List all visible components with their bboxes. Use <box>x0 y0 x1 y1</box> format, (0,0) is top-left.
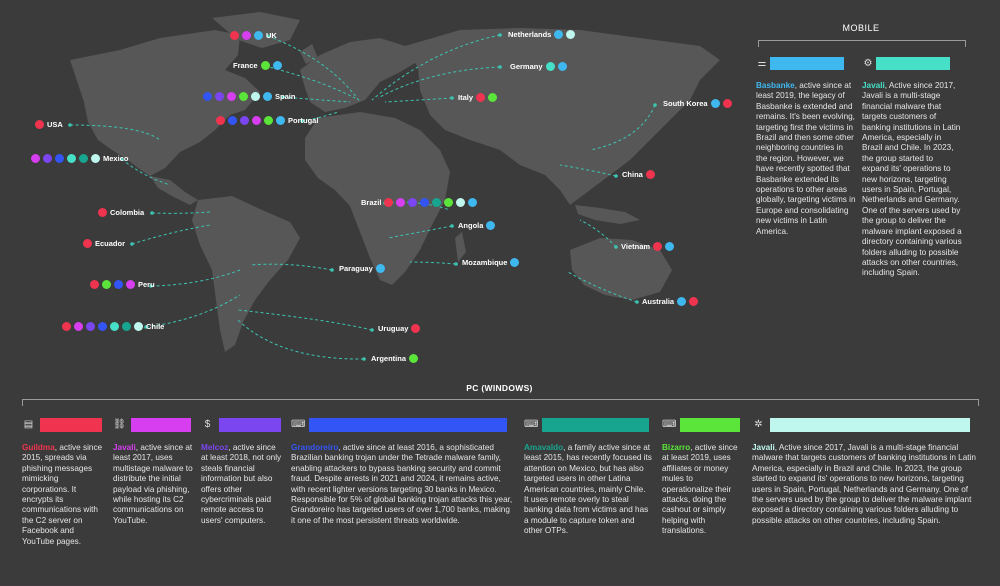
mobile-basbanke-column <box>756 57 856 237</box>
mobile-bracket <box>758 40 966 47</box>
malware-dot-javali <box>396 198 405 207</box>
country-label: UK <box>266 31 277 40</box>
malware-dot-melcoz <box>86 322 95 331</box>
javali-light-color-bar <box>770 418 970 432</box>
country-label: Brazil <box>361 198 382 207</box>
malware-dot-grandoreiro <box>420 198 429 207</box>
malware-dot-amavaldo <box>122 322 131 331</box>
pc-item-guildma <box>22 418 106 547</box>
pc-item-grandoreiro <box>291 418 513 526</box>
malware-dot-guildma <box>723 99 732 108</box>
country-label: Portugal <box>288 116 319 125</box>
pc-item-melcoz <box>201 418 283 526</box>
malware-dot-basbanke <box>273 61 282 70</box>
malware-dot-basbanke <box>468 198 477 207</box>
country-vietnam <box>621 242 674 251</box>
country-uruguay <box>378 324 420 333</box>
country-label: Mozambique <box>462 258 508 267</box>
country-label: Netherlands <box>508 30 552 39</box>
country-chile <box>62 322 164 331</box>
malware-dot-javali-mobile <box>546 62 555 71</box>
malware-dot-melcoz <box>240 116 249 125</box>
malware-dot-amavaldo <box>432 198 441 207</box>
basbanke-color-bar <box>770 57 844 70</box>
country-ecuador <box>83 239 125 248</box>
sliders-icon: ⚌ <box>757 58 767 69</box>
malware-dot-basbanke <box>558 62 567 71</box>
pc-item-amavaldo <box>524 418 652 537</box>
pc-item-name: Melcoz <box>201 443 229 452</box>
pc-section-title: PC (WINDOWS) <box>466 383 533 393</box>
country-germany <box>510 62 567 71</box>
pc-bracket <box>22 399 979 406</box>
country-france <box>233 61 282 70</box>
malware-dot-bizarro <box>444 198 453 207</box>
malware-dot-guildma <box>35 120 44 129</box>
pc-item-javali <box>113 418 195 526</box>
malware-dot-grandoreiro <box>114 280 123 289</box>
malware-dot-guildma <box>216 116 225 125</box>
country-label: Australia <box>642 297 675 306</box>
malware-dot-guildma <box>646 170 655 179</box>
country-label: South Korea <box>663 99 708 108</box>
country-label: Vietnam <box>621 242 651 251</box>
country-mozambique <box>462 258 519 267</box>
mobile-javali-column <box>862 57 962 279</box>
country-label: Colombia <box>110 208 145 217</box>
malware-dot-javali-light <box>134 322 143 331</box>
grandoreiro-color-bar <box>309 418 507 432</box>
guildma-color-bar <box>40 418 102 432</box>
malware-dot-basbanke <box>665 242 674 251</box>
malware-dot-guildma <box>83 239 92 248</box>
malware-dot-guildma <box>98 208 107 217</box>
country-brazil <box>361 198 477 207</box>
malware-dot-basbanke <box>554 30 563 39</box>
country-label: Germany <box>510 62 543 71</box>
malware-dot-javali <box>227 92 236 101</box>
country-label: Italy <box>458 93 474 102</box>
malware-dot-grandoreiro <box>98 322 107 331</box>
country-angola <box>458 221 495 230</box>
country-netherlands <box>508 30 575 39</box>
pc-item-text: , active since at least 2017, uses multistage malware to distribute the initial payload via phishing, while hosting its C2 communications on YouTube. <box>113 443 193 525</box>
malware-dot-guildma <box>653 242 662 251</box>
pc-item-name: Amavaldo <box>524 443 564 452</box>
pc-item-text: , a family active since at least 2015, has recently focused its attention on Mexico, but has also targeted users in other Latina American countries, mainly Chile. It uses remote overly to steal banking data from victims and has a module to capture token and other OTPs. <box>524 443 652 536</box>
www-icon: ⌨ <box>662 419 677 430</box>
country-peru <box>90 280 155 289</box>
pc-item-name: Guildma <box>22 443 55 452</box>
malware-dot-guildma <box>411 324 420 333</box>
country-usa <box>35 120 63 129</box>
malware-dot-javali <box>31 154 40 163</box>
pc-item-javali-light <box>752 418 977 526</box>
malware-dot-basbanke <box>486 221 495 230</box>
country-label: Mexico <box>103 154 129 163</box>
android-icon: ⚙ <box>863 58 873 69</box>
javali-mobile-color-bar <box>876 57 950 70</box>
country-uk <box>230 31 277 40</box>
country-australia <box>642 297 698 306</box>
country-colombia <box>98 208 144 217</box>
malware-dot-basbanke <box>376 264 385 273</box>
country-south-korea <box>663 99 732 108</box>
country-label: Argentina <box>371 354 407 363</box>
malware-dot-bizarro <box>264 116 273 125</box>
pc-item-text: , active since at least 2016, a sophisticated Brazilian banking trojan under the Tetrade malware family, enabling attackers to bypass banking security and commit fraud. Despite arrests in 2021 and 2024, it remains active, with recent lighter versions targeting 30 banks in Mexico. Responsible for 5% of global banking trojan attacks this year, Grandoreiro has targeted users of over 1,700 banks, making it one of the most persistent threats worldwide. <box>291 443 513 525</box>
malware-dot-javali-mobile <box>67 154 76 163</box>
malware-dot-melcoz <box>43 154 52 163</box>
malware-dot-guildma <box>476 93 485 102</box>
pc-item-text: , Active since 2017, Javali is a multi-stage financial malware that targets customers of banking institutions in Latin America, especially in Brazil and Chile. In 2023, the group started to expand its' operations to new horizons, targeting users in Spain, Portugal, Netherlands and Germany. One of the servers used by the group to deliver the malware implant exposed a directory containing various folders alluding to possible attacks on other countries, including Spain. <box>752 443 976 525</box>
malware-dot-javali <box>126 280 135 289</box>
document-icon: ▤ <box>23 419 34 430</box>
malware-dot-basbanke <box>510 258 519 267</box>
country-argentina <box>371 354 418 363</box>
country-label: Angola <box>458 221 484 230</box>
malware-dot-grandoreiro <box>55 154 64 163</box>
country-label: USA <box>47 120 63 129</box>
malware-dot-javali <box>242 31 251 40</box>
country-label: Peru <box>138 280 155 289</box>
pc-item-text: , active since 2015, spreads via phishing messages mimicking corporations. It encrypts its communications with the C2 server on Facebook and YouTube pages. <box>22 443 103 546</box>
country-spain <box>203 92 295 101</box>
malware-dot-javali-light <box>91 154 100 163</box>
country-portugal <box>216 116 318 125</box>
country-china <box>622 170 655 179</box>
malware-dot-melcoz <box>408 198 417 207</box>
country-label: China <box>622 170 643 179</box>
amavaldo-color-bar <box>542 418 649 432</box>
country-label: France <box>233 61 258 70</box>
mobile-section-title: MOBILE <box>842 23 880 33</box>
malware-dot-grandoreiro <box>203 92 212 101</box>
continents <box>70 12 720 352</box>
malware-dot-basbanke <box>276 116 285 125</box>
pc-item-text: , active since at least 2018, not only steals financial information but also offers other cybercriminals paid remote access to users' computers. <box>201 443 282 525</box>
javali-color-bar <box>131 418 191 432</box>
bug-icon: ✲ <box>754 419 763 430</box>
country-label: Spain <box>275 92 296 101</box>
pc-item-text: , active since at least 2019, uses affiliates or money mules to operationalize their attacks, doing the cashout or simply helping with translations. <box>662 443 738 536</box>
malware-dot-bizarro <box>488 93 497 102</box>
malware-dot-javali-light <box>251 92 260 101</box>
malware-dot-basbanke <box>263 92 272 101</box>
pc-item-bizarro <box>662 418 742 537</box>
country-label: Chile <box>146 322 165 331</box>
malware-dot-basbanke <box>677 297 686 306</box>
malware-dot-guildma <box>90 280 99 289</box>
country-paraguay <box>339 264 385 273</box>
www-icon: ⌨ <box>524 419 539 430</box>
malware-dot-bizarro <box>409 354 418 363</box>
pc-item-name: Bizarro <box>662 443 691 452</box>
pc-item-name: Javali <box>752 443 775 452</box>
malware-dot-javali-light <box>566 30 575 39</box>
malware-dot-guildma <box>230 31 239 40</box>
country-mexico <box>31 154 128 163</box>
www-icon: ⌨ <box>291 419 306 430</box>
malware-dot-javali-mobile <box>110 322 119 331</box>
malware-dot-guildma <box>689 297 698 306</box>
country-italy <box>458 93 497 102</box>
country-label: Uruguay <box>378 324 409 333</box>
malware-dot-bizarro <box>261 61 270 70</box>
melcoz-color-bar <box>219 418 281 432</box>
country-label: Ecuador <box>95 239 126 248</box>
malware-dot-grandoreiro <box>228 116 237 125</box>
malware-dot-basbanke <box>711 99 720 108</box>
pc-item-name: Grandoreiro <box>291 443 339 452</box>
malware-dot-bizarro <box>239 92 248 101</box>
javali-mobile-description: Javali, Active since 2017, Javali is a multi-stage financial malware that targets customers of banking institutions in Latin America, especially in Brazil and Chile. In 2023, the group started to expand its' operations to new horizons, targeting users in Spain, Portugal, Netherlands and Germany. One of the servers used by the group to deliver the malware implant exposed a directory containing various folders alluding to possible attacks on other countries, including Spain. <box>862 81 962 278</box>
malware-dot-javali <box>74 322 83 331</box>
malware-dot-guildma <box>62 322 71 331</box>
malware-dot-javali-light <box>456 198 465 207</box>
malware-dot-basbanke <box>254 31 263 40</box>
malware-dot-bizarro <box>102 280 111 289</box>
malware-dot-javali <box>252 116 261 125</box>
malware-dot-melcoz <box>215 92 224 101</box>
dollar-icon: $ <box>204 419 211 430</box>
link-icon: ⛓ <box>113 419 126 430</box>
country-label: Paraguay <box>339 264 373 273</box>
basbanke-description: Basbanke, active since at least 2019, the legacy of Basbanke is extended and remains. It's been evolving, targeting first the victims in Brazil and then some other neighboring countries in the region. However, we have recently spotted that Basbanke extended its operations to other areas globally, targeting victims in Europe and consolidating new victims in Latin America. <box>756 81 856 236</box>
pc-item-name: Javali <box>113 443 136 452</box>
bizarro-color-bar <box>680 418 740 432</box>
malware-dot-guildma <box>384 198 393 207</box>
malware-dot-amavaldo <box>79 154 88 163</box>
